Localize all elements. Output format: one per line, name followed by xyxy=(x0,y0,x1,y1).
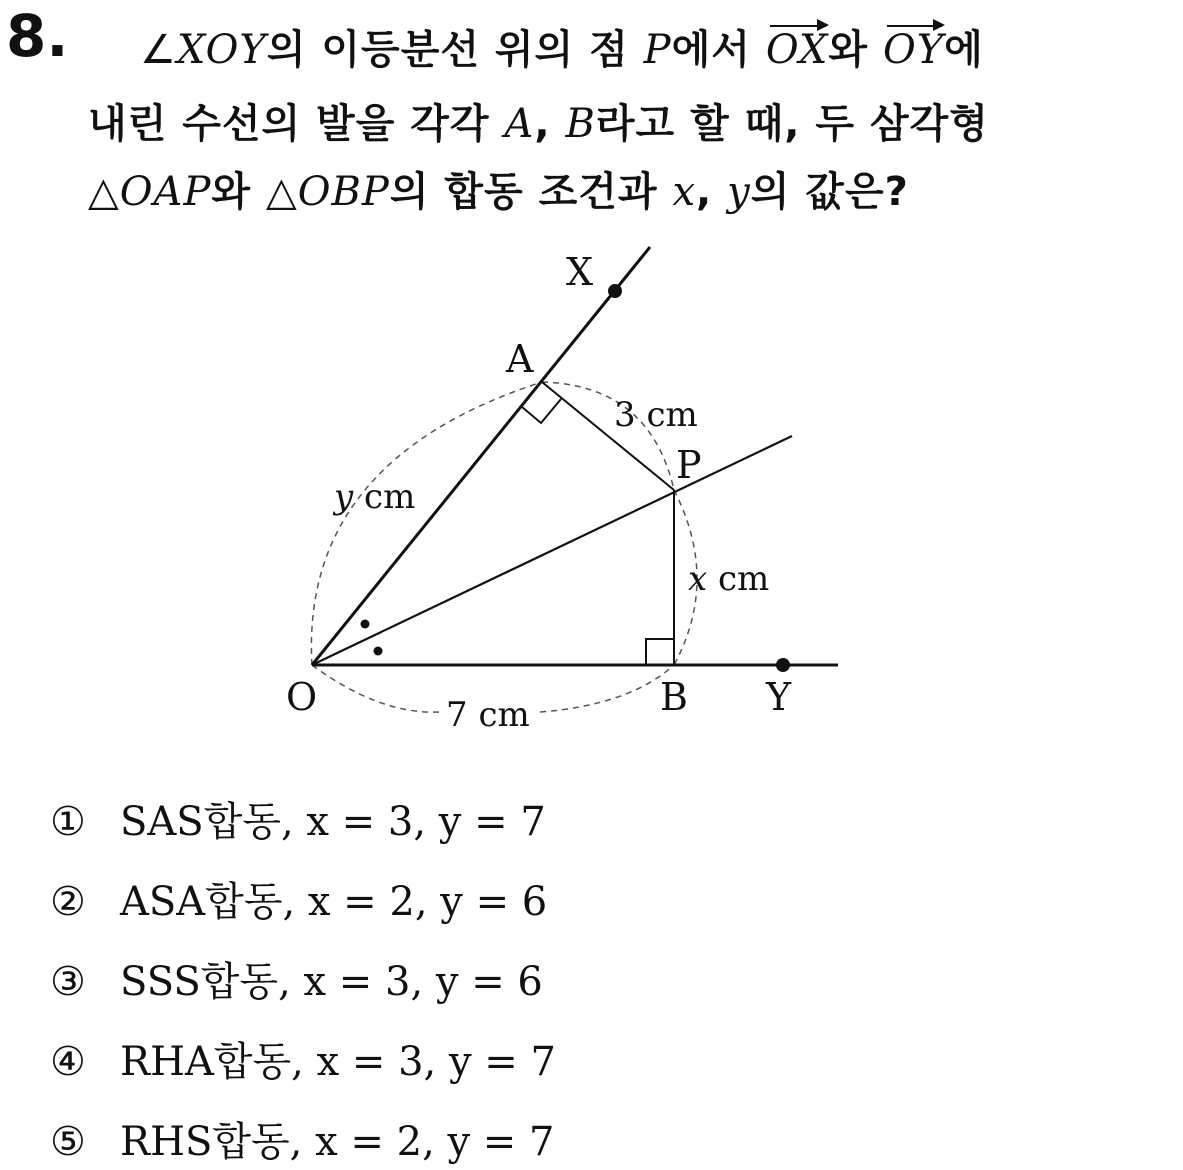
angle-mark-dot-2 xyxy=(374,647,383,656)
length-ob-label: 7 cm xyxy=(446,695,530,735)
dashed-arc-ob-right xyxy=(540,665,674,712)
choice-3-text: SSS합동, x = 3, y = 6 xyxy=(120,959,543,1005)
angle-symbol: ∠ xyxy=(140,27,177,73)
vector-ox: OX xyxy=(765,27,829,73)
triangle-symbol-1: △ xyxy=(88,169,120,215)
question-text-3a: 와 xyxy=(211,169,266,215)
question-text-2a: 내린 수선의 발을 각각 xyxy=(88,101,505,147)
choice-4-text: RHA합동, x = 3, y = 7 xyxy=(120,1039,556,1085)
question-number: 8. xyxy=(6,2,69,70)
comma: , xyxy=(534,101,566,147)
length-ap-label: 3 cm xyxy=(614,395,698,435)
angle-name: XOY xyxy=(176,27,267,73)
right-angle-mark-b xyxy=(646,639,674,665)
point-p: P xyxy=(643,27,672,73)
choice-2[interactable] xyxy=(50,870,547,927)
length-bp-var: x xyxy=(688,559,708,599)
question-text-1d: 에 xyxy=(944,27,984,73)
point-b: B xyxy=(565,101,596,147)
point-a: A xyxy=(504,101,535,147)
vector-oy: OY xyxy=(882,27,945,73)
length-bp-unit: cm xyxy=(707,559,770,599)
choice-4-number: ④ xyxy=(50,1039,86,1085)
question-text-1b: 에서 xyxy=(671,27,766,73)
question-text-1c: 와 xyxy=(828,27,883,73)
length-oa-label xyxy=(332,477,415,517)
comma-2: , xyxy=(696,169,728,215)
label-o: O xyxy=(286,675,318,719)
question-text-3c: 의 값은? xyxy=(750,169,909,215)
question-text-1a: 의 이등분선 위의 점 xyxy=(266,27,644,73)
choice-5-number: ⑤ xyxy=(50,1119,86,1165)
triangle-obp: OBP xyxy=(297,169,390,215)
geometry-figure xyxy=(0,230,1183,750)
choice-3-number: ③ xyxy=(50,959,86,1005)
choice-3[interactable] xyxy=(50,950,543,1007)
ray-ox xyxy=(312,247,650,665)
var-x: x xyxy=(672,169,696,215)
choice-5[interactable] xyxy=(50,1110,555,1167)
question-line-2 xyxy=(88,92,989,149)
choice-2-number: ② xyxy=(50,879,86,925)
triangle-oap: OAP xyxy=(119,169,212,215)
question-line-3 xyxy=(88,160,909,217)
triangle-symbol-2: △ xyxy=(265,169,298,215)
length-oa-var: y xyxy=(334,477,354,517)
choice-4[interactable] xyxy=(50,1030,556,1087)
var-y: y xyxy=(727,169,751,215)
point-y-dot xyxy=(776,658,790,672)
label-y: Y xyxy=(766,675,792,719)
angle-mark-dot-1 xyxy=(361,620,370,629)
choice-1[interactable] xyxy=(50,790,546,847)
right-angle-mark-a xyxy=(522,399,561,423)
choice-1-text: SAS합동, x = 3, y = 7 xyxy=(120,799,546,845)
label-x: X xyxy=(566,250,594,294)
dashed-arc-ob-left xyxy=(312,665,440,712)
question-text-3b: 의 합동 조건과 xyxy=(389,169,673,215)
label-b: B xyxy=(660,675,688,719)
length-oa-unit: cm xyxy=(353,477,416,517)
question-text-2b: 라고 할 때, 두 삼각형 xyxy=(595,101,989,147)
choice-5-text: RHS합동, x = 2, y = 7 xyxy=(120,1119,555,1165)
choice-1-number: ① xyxy=(50,799,86,845)
label-p: P xyxy=(676,443,702,487)
label-a: A xyxy=(506,337,534,381)
point-x-dot xyxy=(608,284,622,298)
question-line-1 xyxy=(140,18,984,75)
choice-2-text: ASA합동, x = 2, y = 6 xyxy=(120,879,548,925)
length-bp-label xyxy=(688,559,769,599)
